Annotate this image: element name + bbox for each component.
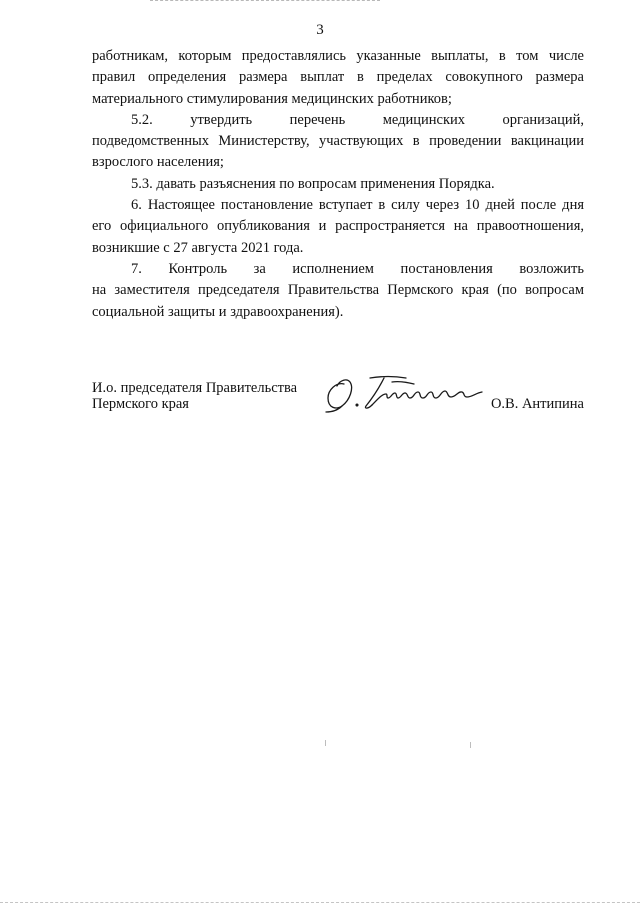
scan-speck	[470, 742, 471, 748]
paragraph-7	[92, 259, 584, 323]
scan-edge-top	[150, 0, 380, 2]
signer-title-line: И.о. председателя Правительства	[92, 380, 298, 396]
paragraph-continuation	[92, 46, 584, 110]
scan-speck	[325, 740, 326, 746]
text-line: подведомственных Министерству, участвующих в проведении вакцинации	[92, 133, 584, 150]
text-line: 6. Настоящее постановление вступает в силу через 10 дней после дня	[131, 197, 584, 214]
text-line: на заместителя председателя Правительства Пермского края (по вопросам	[92, 282, 584, 299]
scan-edge-bottom	[0, 902, 640, 904]
text-line: 5.2. утвердить перечень медицинских организаций,	[131, 111, 584, 128]
signer-title	[92, 380, 332, 412]
text-line: материального стимулирования медицинских работников;	[92, 90, 452, 107]
text-line: 5.3. давать разъяснения по вопросам применения Порядка.	[131, 175, 495, 192]
page-number: 3	[316, 22, 324, 38]
text-line: социальной защиты и здравоохранения).	[92, 303, 344, 320]
text-line: правил определения размера выплат в пределах совокупного размера	[92, 69, 584, 86]
text-line: 7. Контроль за исполнением постановления возложить	[131, 260, 584, 277]
handwritten-signature	[322, 372, 492, 414]
text-line: возникшие с 27 августа 2021 года.	[92, 239, 304, 256]
body-text	[92, 46, 584, 323]
signer-name: О.В. Антипина	[490, 396, 584, 412]
text-line: взрослого населения;	[92, 154, 224, 171]
signer-title-line: Пермского края	[92, 396, 189, 412]
signature-block	[92, 378, 584, 418]
text-line: его официального опубликования и распространяется на правоотношения,	[92, 218, 584, 235]
text-line: работникам, которым предоставлялись указанные выплаты, в том числе	[92, 48, 584, 64]
paragraph-5-3	[92, 174, 584, 195]
paragraph-5-2	[92, 110, 584, 174]
paragraph-6	[92, 195, 584, 259]
